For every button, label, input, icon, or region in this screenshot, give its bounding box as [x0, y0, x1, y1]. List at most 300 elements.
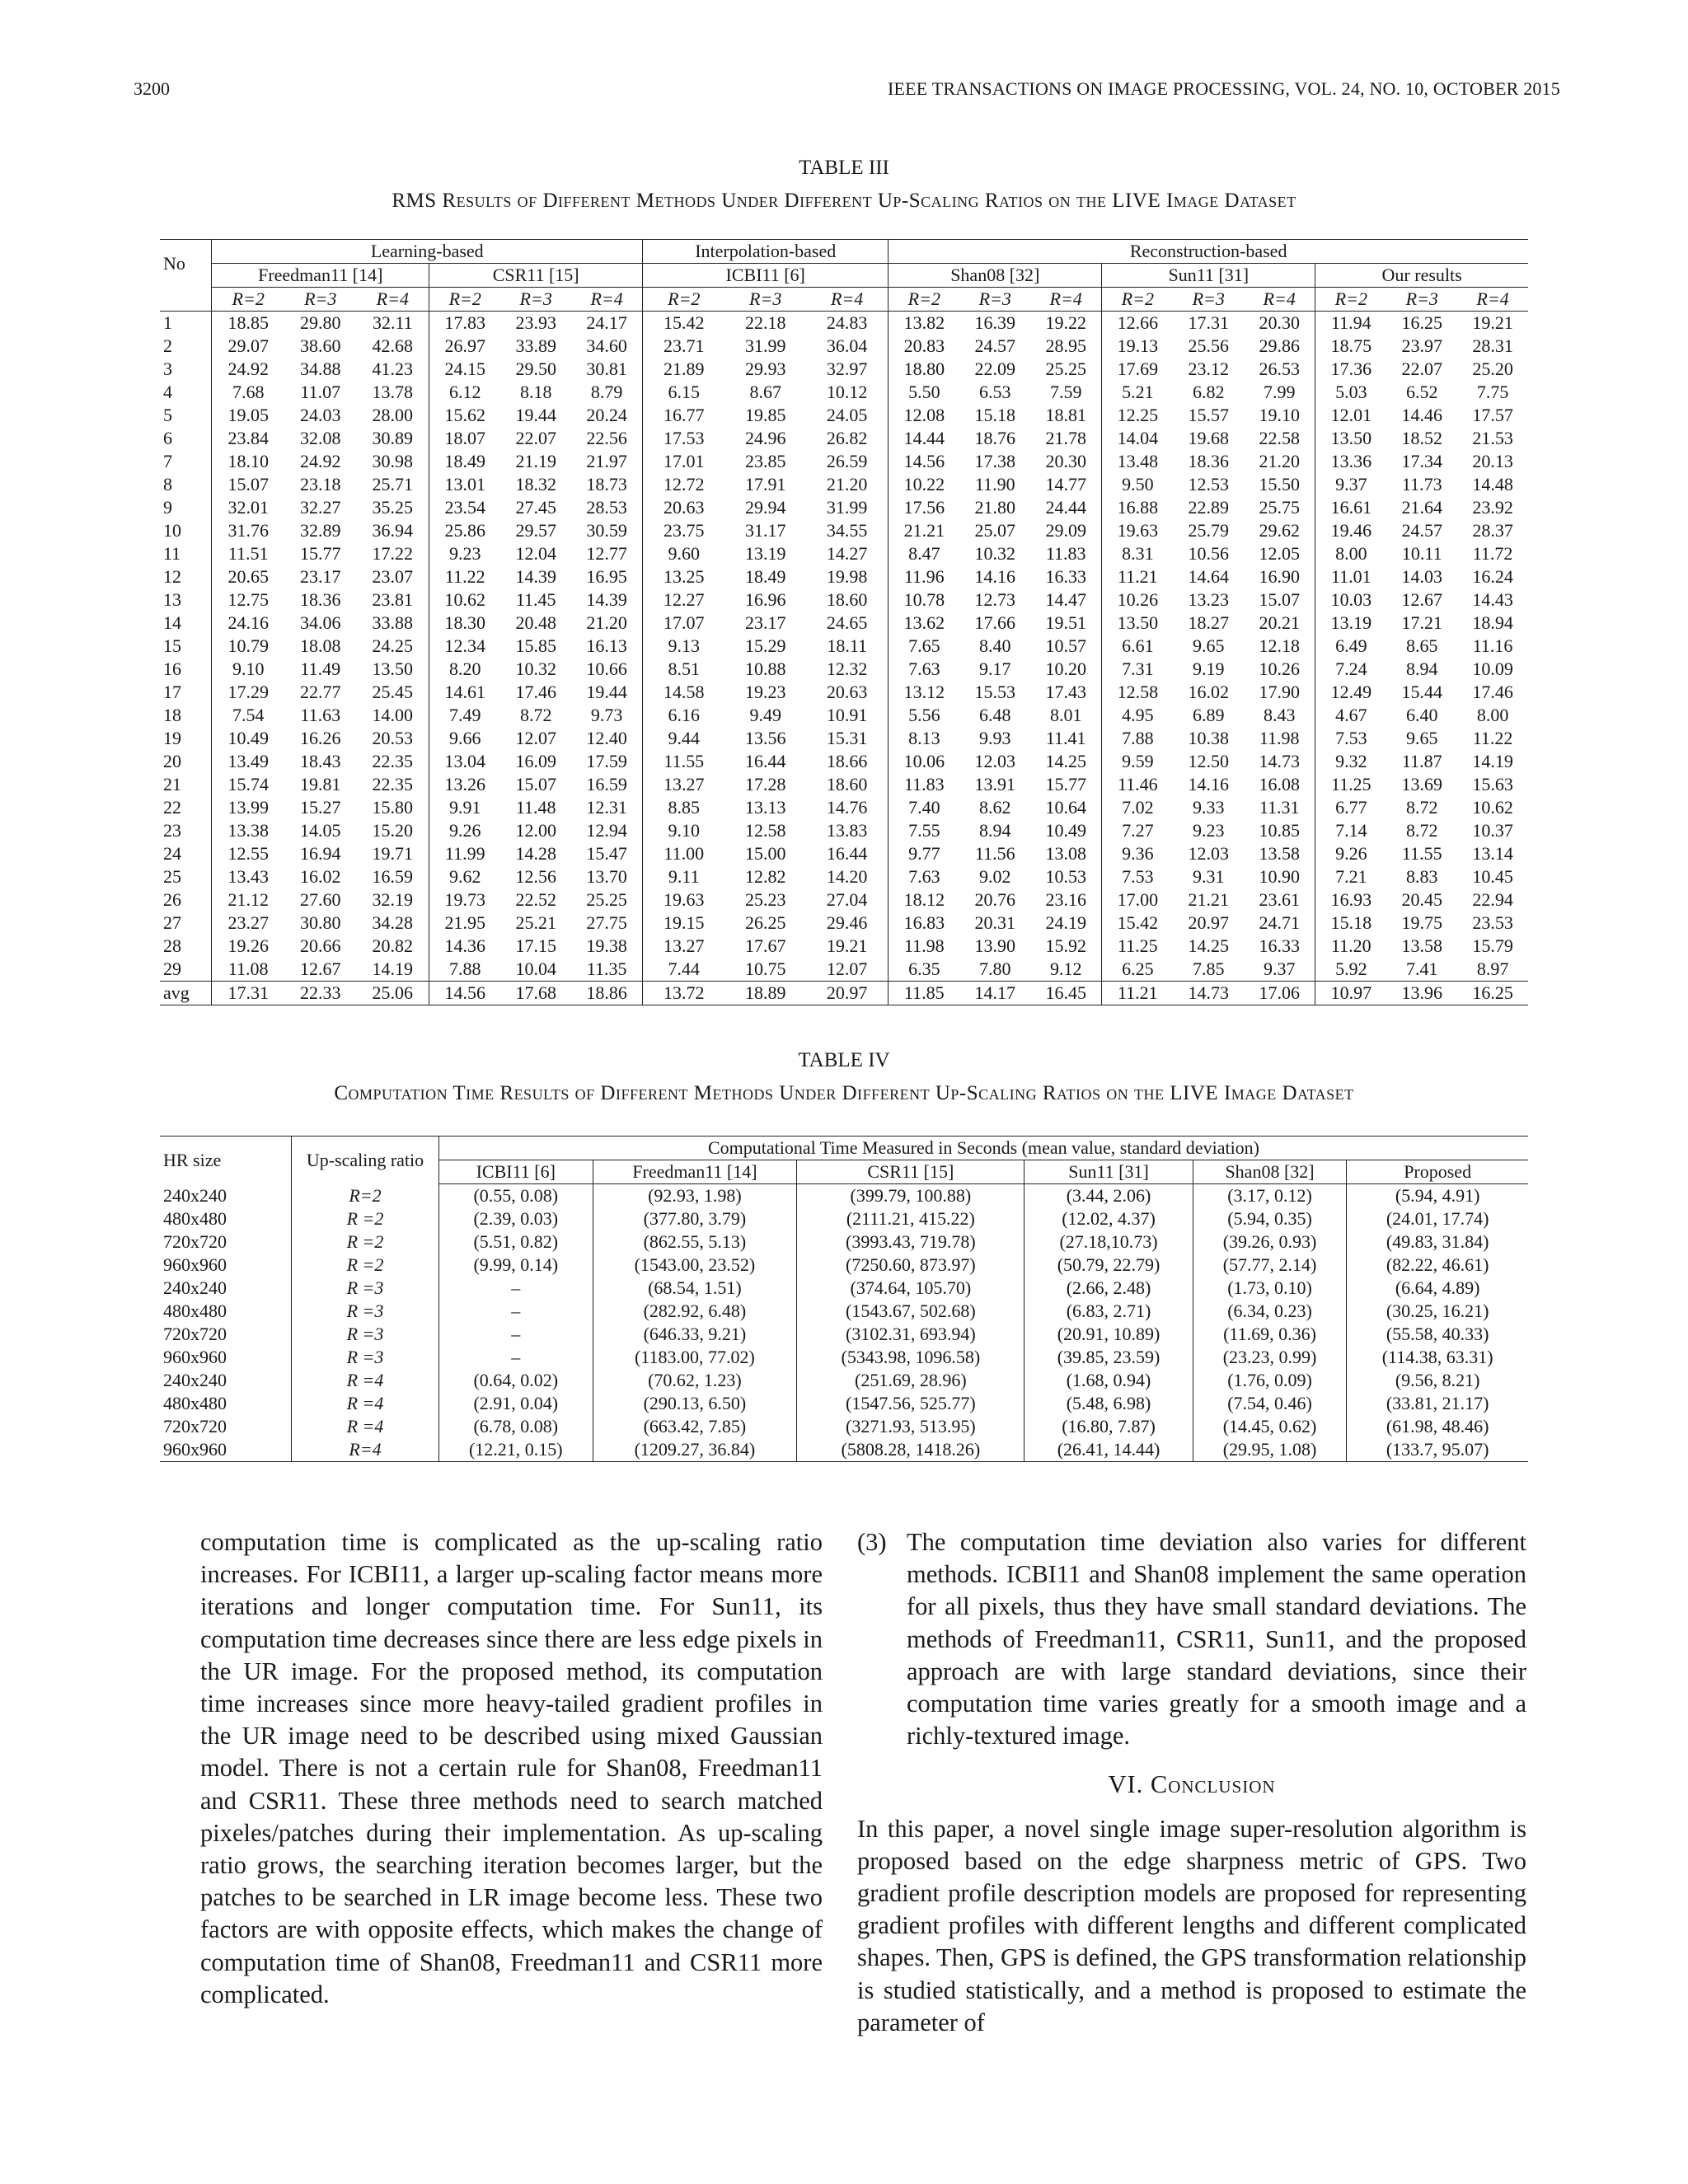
- rms-value: 24.92: [212, 358, 284, 381]
- rms-value: 26.59: [826, 451, 868, 471]
- ratio-header: R=3: [1386, 288, 1457, 312]
- time-value: (0.64, 0.02): [439, 1369, 593, 1392]
- rms-value: 17.29: [212, 681, 284, 704]
- time-value: (39.26, 0.93): [1193, 1230, 1347, 1254]
- rms-value: 8.65: [1406, 635, 1438, 656]
- rms-value: 13.25: [643, 565, 725, 588]
- rms-value: 11.63: [300, 705, 341, 725]
- table-row: [160, 658, 1528, 681]
- rms-value: 6.48: [979, 705, 1011, 725]
- rms-value: 9.91: [429, 796, 501, 819]
- row-number: 11: [163, 543, 181, 564]
- rms-value: 9.26: [1315, 842, 1387, 865]
- rms-value: 9.65: [1406, 728, 1438, 748]
- rms-value: 14.56: [889, 450, 960, 473]
- rms-value: 23.84: [212, 427, 284, 450]
- rms-value: 15.44: [1401, 682, 1443, 702]
- time-value: (6.83, 2.71): [1025, 1300, 1193, 1323]
- rms-value: 31.99: [826, 497, 868, 518]
- ratio-header: R=2: [643, 288, 725, 312]
- time-value: (14.45, 0.62): [1193, 1415, 1347, 1438]
- rms-value: 26.97: [429, 335, 501, 358]
- rms-value: 20.48: [515, 612, 556, 633]
- rms-value: 10.75: [744, 958, 786, 979]
- rms-value: 14.56: [429, 982, 501, 1005]
- rms-value: 19.81: [300, 774, 341, 794]
- rms-value: 20.63: [643, 496, 725, 519]
- rms-value: 20.76: [974, 889, 1016, 910]
- hr-size: 720x720: [163, 1416, 227, 1436]
- list-item-label: (3): [857, 1528, 887, 1556]
- rms-value: 7.63: [889, 658, 960, 681]
- rms-value: 9.37: [1315, 473, 1387, 496]
- rms-value: 34.06: [300, 612, 341, 633]
- rms-value: 23.93: [515, 312, 556, 333]
- rms-value: 11.01: [1315, 565, 1387, 588]
- rms-value: 21.12: [212, 888, 284, 912]
- time-value: (68.54, 1.51): [593, 1277, 797, 1300]
- rms-value: 6.82: [1193, 382, 1225, 402]
- rms-value: 11.31: [1259, 797, 1300, 818]
- upscaling-ratio: R =3: [292, 1346, 439, 1369]
- rms-value: 17.68: [500, 982, 571, 1005]
- rms-value: 17.59: [586, 751, 627, 771]
- rms-value: 32.27: [300, 497, 341, 518]
- row-number: 9: [163, 497, 172, 518]
- rms-value: 19.21: [826, 935, 868, 956]
- rms-value: 13.72: [643, 982, 725, 1005]
- rms-value: 13.19: [1315, 612, 1387, 635]
- time-value: (82.22, 46.61): [1347, 1254, 1528, 1277]
- time-value: (5.94, 0.35): [1193, 1207, 1347, 1230]
- rms-value: 9.13: [643, 635, 725, 658]
- method-header: CSR11 [15]: [797, 1160, 1025, 1184]
- rms-value: 13.91: [974, 774, 1016, 794]
- rms-value: 16.59: [586, 774, 627, 794]
- left-paragraph: computation time is complicated as the up-scaling ratio increases. For ICBI11, a larger up-scaling factor means more iterations and longer computation time. For Sun11, its computation time decreases since there are less edge pixels in the UR image. For the proposed method, its computation time increases since more heavy-tailed gradient profiles in the UR image need to be described using mixed Gaussian model. There is not a certain rule for Shan08, Freedman11 and CSR11. These three methods need to search matched pixeles/patches during their implementation. As up-scaling ratio grows, the searching iteration becomes larger, but the patches to be searched in LR image become less. These two factors are with opposite effects, which makes the change of computation time of Shan08, Freedman11 and CSR11 more complicated.: [200, 1528, 823, 2008]
- row-number: 7: [163, 451, 172, 471]
- rms-value: 17.31: [1188, 312, 1230, 333]
- rms-value: 12.07: [515, 728, 556, 748]
- rms-value: 9.93: [979, 728, 1011, 748]
- rms-value: 17.46: [515, 682, 556, 702]
- row-number: 3: [163, 359, 172, 379]
- rms-value: 17.15: [515, 935, 556, 956]
- ratio-header: R=4: [806, 288, 889, 312]
- table-row: [160, 727, 1528, 750]
- rms-value: 22.94: [1472, 889, 1513, 910]
- method-header: Proposed: [1347, 1160, 1528, 1184]
- rms-value: 30.80: [300, 912, 341, 933]
- method-header: ICBI11 [6]: [439, 1160, 593, 1184]
- rms-value: 17.43: [1045, 682, 1086, 702]
- rms-value: 13.50: [1315, 427, 1387, 450]
- rms-value: 33.88: [372, 612, 414, 633]
- rms-value: 18.10: [212, 450, 284, 473]
- time-value: (26.41, 14.44): [1025, 1438, 1193, 1462]
- rms-value: 29.09: [1045, 520, 1086, 541]
- rms-value: 10.79: [212, 635, 284, 658]
- rms-value: 11.98: [889, 935, 960, 958]
- rms-value: 20.31: [974, 912, 1016, 933]
- rms-value: 11.48: [515, 797, 556, 818]
- rms-results-table: [160, 239, 1528, 1005]
- rms-value: 24.15: [429, 358, 501, 381]
- rms-value: 18.81: [1045, 405, 1086, 425]
- rms-value: 13.50: [372, 658, 414, 679]
- rms-value: 19.38: [586, 935, 627, 956]
- rms-value: 11.20: [1315, 935, 1387, 958]
- rms-value: 24.25: [372, 635, 414, 656]
- table-row: [160, 819, 1528, 842]
- conclusion-paragraph: In this paper, a novel single image super-resolution algorithm is proposed based on the edge sharpness metric of GPS. Two gradient profile description models are proposed for representing gradient profiles with different lengths and different complicated shapes. Then, GPS is defined, the GPS transformation relationship is studied statistically, and a method is proposed to estimate the parameter of: [857, 1814, 1526, 2036]
- rms-value: 7.53: [1102, 865, 1174, 888]
- rms-value: 9.17: [979, 658, 1011, 679]
- time-value: (33.81, 21.17): [1347, 1392, 1528, 1415]
- rms-value: 9.37: [1263, 958, 1296, 979]
- table-row: [160, 982, 1528, 1005]
- rms-value: 17.67: [744, 935, 786, 956]
- rms-value: 24.92: [300, 451, 341, 471]
- rms-value: 12.66: [1102, 312, 1174, 335]
- rms-value: 11.90: [974, 474, 1015, 494]
- time-value: (49.83, 31.84): [1347, 1230, 1528, 1254]
- rms-value: 14.61: [429, 681, 501, 704]
- table-row: [160, 335, 1528, 358]
- rms-value: 12.01: [1315, 404, 1387, 427]
- rms-value: 10.49: [212, 727, 284, 750]
- rms-value: 15.18: [974, 405, 1016, 425]
- rms-value: 13.90: [974, 935, 1016, 956]
- rms-value: 17.22: [372, 543, 414, 564]
- rms-value: 16.26: [300, 728, 341, 748]
- method-header: ICBI11 [6]: [643, 264, 889, 288]
- rms-value: 11.55: [643, 750, 725, 773]
- rms-value: 18.80: [889, 358, 960, 381]
- rms-value: 11.94: [1315, 312, 1387, 335]
- rms-value: 13.96: [1386, 982, 1457, 1005]
- rms-value: 19.26: [212, 935, 284, 958]
- rms-value: 7.02: [1102, 796, 1174, 819]
- rms-value: 28.00: [372, 405, 414, 425]
- rms-value: 7.24: [1315, 658, 1387, 681]
- rms-value: 12.08: [889, 404, 960, 427]
- rms-value: 10.57: [1045, 635, 1086, 656]
- rms-value: 11.73: [1401, 474, 1442, 494]
- rms-value: 30.89: [372, 428, 414, 448]
- rms-value: 18.60: [826, 774, 868, 794]
- rms-value: 9.50: [1102, 473, 1174, 496]
- rms-value: 22.58: [1259, 428, 1300, 448]
- rms-value: 8.97: [1476, 958, 1509, 979]
- rms-value: 27.04: [826, 889, 868, 910]
- table-row: [160, 427, 1528, 450]
- rms-value: 6.77: [1315, 796, 1387, 819]
- right-text-column: [857, 1526, 1526, 2039]
- rms-value: 24.71: [1259, 912, 1300, 933]
- rms-value: 13.82: [889, 312, 960, 335]
- rms-value: 17.57: [1472, 405, 1513, 425]
- rms-value: 7.88: [1102, 727, 1174, 750]
- rms-value: 14.25: [1188, 935, 1230, 956]
- time-value: (5808.28, 1418.26): [797, 1438, 1025, 1462]
- rms-value: 15.74: [212, 773, 284, 796]
- rms-value: 12.77: [586, 543, 627, 564]
- rms-value: 14.73: [1173, 982, 1244, 1005]
- rms-value: 13.62: [889, 612, 960, 635]
- ratio-header: R=2: [429, 288, 501, 312]
- rms-value: 29.50: [515, 359, 556, 379]
- time-value: (57.77, 2.14): [1193, 1254, 1347, 1277]
- method-header: Sun11 [31]: [1102, 264, 1315, 288]
- rms-value: 13.56: [744, 728, 786, 748]
- rms-value: 13.58: [1401, 935, 1443, 956]
- time-value: (24.01, 17.74): [1347, 1207, 1528, 1230]
- rms-value: 24.83: [826, 312, 868, 333]
- rms-value: 15.63: [1472, 774, 1513, 794]
- rms-value: 30.81: [586, 359, 627, 379]
- row-number: 4: [163, 382, 172, 402]
- rms-value: 8.72: [519, 705, 552, 725]
- rms-value: 12.07: [826, 958, 868, 979]
- rms-value: 10.64: [1045, 797, 1086, 818]
- hr-size: 720x720: [163, 1324, 227, 1344]
- rms-value: 20.63: [826, 682, 868, 702]
- rms-value: 10.20: [1045, 658, 1086, 679]
- table-row: [160, 358, 1528, 381]
- rms-value: 21.97: [586, 451, 627, 471]
- time-value: (16.80, 7.87): [1025, 1415, 1193, 1438]
- time-value: (27.18,10.73): [1025, 1230, 1193, 1254]
- rms-value: 27.60: [300, 889, 341, 910]
- upscaling-ratio: R =4: [292, 1369, 439, 1392]
- row-number: 22: [163, 797, 181, 818]
- rms-value: 21.78: [1045, 428, 1086, 448]
- time-value: (23.23, 0.99): [1193, 1346, 1347, 1369]
- time-value: (92.93, 1.98): [593, 1184, 797, 1208]
- rms-value: 10.88: [744, 658, 786, 679]
- rms-value: 7.44: [643, 958, 725, 982]
- table-row: [160, 1277, 1528, 1300]
- rms-value: 19.13: [1102, 335, 1174, 358]
- time-value: (114.38, 63.31): [1347, 1346, 1528, 1369]
- row-number: 25: [163, 866, 181, 887]
- rms-value: 10.45: [1472, 866, 1513, 887]
- rms-value: 19.85: [744, 405, 786, 425]
- rms-value: 10.06: [889, 750, 960, 773]
- rms-value: 15.42: [1102, 912, 1174, 935]
- rms-value: 19.23: [744, 682, 786, 702]
- table-row: [160, 681, 1528, 704]
- rms-value: 8.00: [1476, 705, 1509, 725]
- rms-value: 16.13: [586, 635, 627, 656]
- rms-value: 21.89: [643, 358, 725, 381]
- rms-value: 29.86: [1259, 335, 1300, 356]
- rms-value: 12.67: [1401, 589, 1443, 610]
- rms-value: 18.30: [429, 612, 501, 635]
- rms-value: 10.56: [1188, 543, 1230, 564]
- time-value: (251.69, 28.96): [797, 1369, 1025, 1392]
- rms-value: 32.08: [300, 428, 341, 448]
- row-number: 27: [163, 912, 181, 933]
- rms-value: 16.08: [1259, 774, 1300, 794]
- time-value: (3993.43, 719.78): [797, 1230, 1025, 1254]
- table-row: [160, 588, 1528, 612]
- rms-value: 10.37: [1472, 820, 1513, 841]
- rms-value: 16.39: [974, 312, 1016, 333]
- group-reconstruction: Reconstruction-based: [889, 240, 1528, 264]
- table-row: [160, 635, 1528, 658]
- rms-value: 9.31: [1193, 866, 1225, 887]
- table-row: [160, 1207, 1528, 1230]
- rms-value: 7.80: [979, 958, 1011, 979]
- rms-value: 11.41: [1045, 728, 1086, 748]
- rms-value: 7.59: [1049, 382, 1082, 402]
- time-value: (29.95, 1.08): [1193, 1438, 1347, 1462]
- rms-value: 17.46: [1472, 682, 1513, 702]
- upscaling-ratio: R =4: [292, 1392, 439, 1415]
- rms-value: 17.83: [429, 312, 501, 335]
- rms-value: 9.60: [643, 542, 725, 565]
- rms-value: 24.57: [974, 335, 1016, 356]
- rms-value: 16.45: [1030, 982, 1102, 1005]
- rms-value: 23.54: [429, 496, 501, 519]
- table-row: [160, 704, 1528, 727]
- rms-value: 15.29: [744, 635, 786, 656]
- table-row: [160, 1254, 1528, 1277]
- rms-value: 34.28: [372, 912, 414, 933]
- rms-value: 10.09: [1472, 658, 1513, 679]
- rms-value: 11.22: [429, 565, 501, 588]
- rms-value: 14.36: [429, 935, 501, 958]
- rms-value: 14.76: [826, 797, 868, 818]
- rms-value: 21.20: [826, 474, 868, 494]
- table-row: [160, 1415, 1528, 1438]
- ratio-header: R=3: [500, 288, 571, 312]
- rms-value: 36.94: [372, 520, 414, 541]
- row-number: 10: [163, 520, 181, 541]
- hr-size: 480x480: [163, 1208, 227, 1229]
- rms-value: 28.37: [1472, 520, 1513, 541]
- ratio-header: R=2: [889, 288, 960, 312]
- rms-value: 12.72: [643, 473, 725, 496]
- row-number: 20: [163, 751, 181, 771]
- rms-value: 11.46: [1102, 773, 1174, 796]
- rms-value: 28.53: [586, 497, 627, 518]
- row-number: 17: [163, 682, 181, 702]
- rms-value: 29.46: [826, 912, 868, 933]
- time-value: –: [439, 1277, 593, 1300]
- rms-value: 18.75: [1315, 335, 1387, 358]
- rms-value: 18.36: [1188, 451, 1230, 471]
- rms-value: 25.21: [515, 912, 556, 933]
- rms-value: 25.45: [372, 682, 414, 702]
- time-value: (6.64, 4.89): [1347, 1277, 1528, 1300]
- rms-value: 16.90: [1259, 566, 1300, 587]
- rms-value: 21.21: [889, 519, 960, 542]
- rms-value: 14.46: [1401, 405, 1443, 425]
- table-row: [160, 1392, 1528, 1415]
- time-value: (1.68, 0.94): [1025, 1369, 1193, 1392]
- rms-value: 9.10: [212, 658, 284, 681]
- rms-value: 15.53: [974, 682, 1016, 702]
- rms-value: 19.73: [429, 888, 501, 912]
- rms-value: 11.72: [1472, 543, 1513, 564]
- rms-value: 18.07: [429, 427, 501, 450]
- row-number: 1: [163, 312, 172, 333]
- rms-value: 24.19: [1045, 912, 1086, 933]
- method-header: CSR11 [15]: [429, 264, 643, 288]
- rms-value: 20.82: [372, 935, 414, 956]
- rms-value: 8.20: [429, 658, 501, 681]
- rms-value: 13.23: [1188, 589, 1230, 610]
- rms-value: 10.62: [429, 588, 501, 612]
- rms-value: 20.30: [1045, 451, 1086, 471]
- upscaling-ratio: R=4: [292, 1438, 439, 1462]
- rms-value: 17.21: [1401, 612, 1443, 633]
- ratio-header: R=2: [212, 288, 284, 312]
- rms-value: 13.04: [429, 750, 501, 773]
- rms-value: 7.49: [429, 704, 501, 727]
- time-value: (9.99, 0.14): [439, 1254, 593, 1277]
- row-number: 28: [163, 935, 181, 956]
- table3-label: TABLE III: [799, 157, 889, 179]
- rms-value: 11.83: [889, 773, 960, 796]
- rms-value: 10.26: [1102, 588, 1174, 612]
- table-row: [160, 888, 1528, 912]
- rms-value: 17.28: [744, 774, 786, 794]
- rms-value: 12.00: [515, 820, 556, 841]
- table-row: [160, 935, 1528, 958]
- rms-value: 21.53: [1472, 428, 1513, 448]
- time-value: –: [439, 1346, 593, 1369]
- rms-value: 21.95: [429, 912, 501, 935]
- time-value: (30.25, 16.21): [1347, 1300, 1528, 1323]
- table-row: [160, 842, 1528, 865]
- rms-value: 7.31: [1102, 658, 1174, 681]
- row-number: 15: [163, 635, 181, 656]
- time-value: (6.78, 0.08): [439, 1415, 593, 1438]
- rms-value: 12.67: [300, 958, 341, 979]
- rms-value: 23.27: [212, 912, 284, 935]
- rms-value: 12.32: [826, 658, 868, 679]
- rms-value: 19.46: [1315, 519, 1387, 542]
- rms-value: 12.04: [515, 543, 556, 564]
- rms-value: 18.49: [744, 566, 786, 587]
- rms-value: 25.71: [372, 474, 414, 494]
- time-value: (70.62, 1.23): [593, 1369, 797, 1392]
- rms-value: 15.77: [300, 543, 341, 564]
- rms-value: 10.97: [1315, 982, 1387, 1005]
- rms-value: 12.73: [974, 589, 1016, 610]
- rms-value: 24.03: [300, 405, 341, 425]
- time-value: (6.34, 0.23): [1193, 1300, 1347, 1323]
- time-value: (282.92, 6.48): [593, 1300, 797, 1323]
- group-learning: Learning-based: [212, 240, 643, 264]
- time-value: (646.33, 9.21): [593, 1323, 797, 1346]
- rms-value: 36.04: [826, 335, 868, 356]
- rms-value: 9.33: [1193, 797, 1225, 818]
- rms-value: 9.73: [590, 705, 623, 725]
- row-number: 5: [163, 405, 172, 425]
- rms-value: 23.71: [643, 335, 725, 358]
- time-value: (290.13, 6.50): [593, 1392, 797, 1415]
- rms-value: 26.82: [826, 428, 868, 448]
- rms-value: 17.91: [744, 474, 786, 494]
- rms-value: 13.14: [1472, 843, 1513, 864]
- rms-value: 13.27: [643, 935, 725, 958]
- time-value: (11.69, 0.36): [1193, 1323, 1347, 1346]
